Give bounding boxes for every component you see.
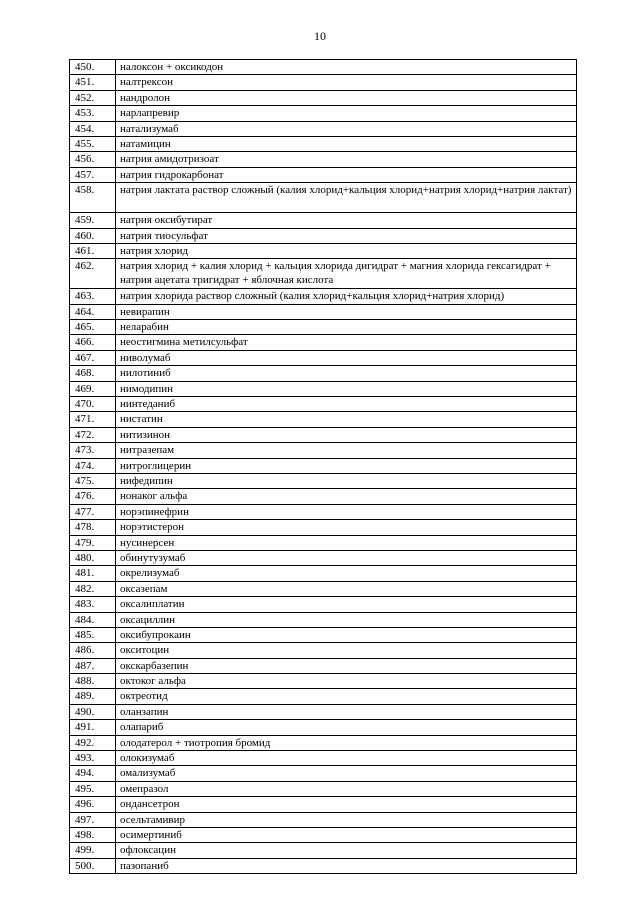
table-row — [70, 228, 577, 243]
drug-name: нитизинон — [116, 427, 577, 442]
drug-name: оксациллин — [116, 612, 577, 627]
table-row — [70, 152, 577, 167]
drug-name: окситоцин — [116, 643, 577, 658]
table-row — [70, 566, 577, 581]
row-number: 489. — [70, 689, 116, 704]
table-row — [70, 550, 577, 565]
table-row — [70, 581, 577, 596]
row-number: 457. — [70, 167, 116, 182]
row-number: 483. — [70, 597, 116, 612]
table-row — [70, 427, 577, 442]
row-number: 465. — [70, 320, 116, 335]
table-row — [70, 335, 577, 350]
table-row — [70, 689, 577, 704]
drug-name: натрия лактата раствор сложный (калия хлорид+кальция хлорид+натрия хлорид+натрия лактат) — [116, 183, 577, 213]
drug-name: натрия тиосульфат — [116, 228, 577, 243]
drug-list-table — [69, 59, 577, 874]
row-number: 498. — [70, 827, 116, 842]
drug-name: олокизумаб — [116, 751, 577, 766]
row-number: 478. — [70, 520, 116, 535]
row-number: 464. — [70, 304, 116, 319]
table-row — [70, 643, 577, 658]
table-row — [70, 597, 577, 612]
table-row — [70, 381, 577, 396]
drug-name: неостигмина метилсульфат — [116, 335, 577, 350]
row-number: 455. — [70, 136, 116, 151]
table-row — [70, 136, 577, 151]
row-number: 480. — [70, 550, 116, 565]
drug-name: пазопаниб — [116, 858, 577, 873]
drug-name: натализумаб — [116, 121, 577, 136]
table-row — [70, 243, 577, 258]
drug-name: обинутузумаб — [116, 550, 577, 565]
table-row — [70, 504, 577, 519]
table-row — [70, 735, 577, 750]
table-row — [70, 183, 577, 213]
table-row — [70, 704, 577, 719]
drug-name: омепразол — [116, 781, 577, 796]
drug-name: окрелизумаб — [116, 566, 577, 581]
table-row — [70, 812, 577, 827]
page-number: 10 — [314, 29, 326, 43]
row-number: 476. — [70, 489, 116, 504]
drug-name: нитроглицерин — [116, 458, 577, 473]
table-row — [70, 797, 577, 812]
row-number: 456. — [70, 152, 116, 167]
drug-name: норэпинефрин — [116, 504, 577, 519]
row-number: 491. — [70, 720, 116, 735]
table-row — [70, 106, 577, 121]
drug-name: оксалиплатин — [116, 597, 577, 612]
drug-name: ниволумаб — [116, 350, 577, 365]
row-number: 466. — [70, 335, 116, 350]
row-number: 499. — [70, 843, 116, 858]
row-number: 474. — [70, 458, 116, 473]
drug-name: олодатерол + тиотропия бромид — [116, 735, 577, 750]
table-row — [70, 843, 577, 858]
drug-list-body — [70, 60, 577, 874]
row-number: 460. — [70, 228, 116, 243]
drug-name: нусинерсен — [116, 535, 577, 550]
table-row — [70, 320, 577, 335]
row-number: 485. — [70, 627, 116, 642]
drug-name: оланзапин — [116, 704, 577, 719]
drug-name: натрия гидрокарбонат — [116, 167, 577, 182]
row-number: 484. — [70, 612, 116, 627]
drug-name: нифедипин — [116, 473, 577, 488]
table-row — [70, 350, 577, 365]
drug-name: налтрексон — [116, 75, 577, 90]
table-row — [70, 443, 577, 458]
row-number: 490. — [70, 704, 116, 719]
drug-name: осимертиниб — [116, 827, 577, 842]
row-number: 462. — [70, 259, 116, 289]
drug-name: нилотиниб — [116, 366, 577, 381]
table-row — [70, 473, 577, 488]
table-row — [70, 90, 577, 105]
row-number: 451. — [70, 75, 116, 90]
row-number: 468. — [70, 366, 116, 381]
drug-name: натрия амидотризоат — [116, 152, 577, 167]
row-number: 473. — [70, 443, 116, 458]
table-row — [70, 720, 577, 735]
row-number: 481. — [70, 566, 116, 581]
drug-name: натрия хлорид + калия хлорид + кальция хлорида дигидрат + магния хлорида гексагидрат + натрия ацетата тригидрат + яблочная кислота — [116, 259, 577, 289]
drug-name: осельтамивир — [116, 812, 577, 827]
drug-name: нитразепам — [116, 443, 577, 458]
drug-name: оксибупрокаин — [116, 627, 577, 642]
row-number: 495. — [70, 781, 116, 796]
drug-name: нистатин — [116, 412, 577, 427]
table-row — [70, 259, 577, 289]
row-number: 469. — [70, 381, 116, 396]
row-number: 459. — [70, 213, 116, 228]
table-row — [70, 489, 577, 504]
drug-name: натрия оксибутират — [116, 213, 577, 228]
table-row — [70, 751, 577, 766]
row-number: 475. — [70, 473, 116, 488]
table-row — [70, 858, 577, 873]
drug-name: омализумаб — [116, 766, 577, 781]
row-number: 493. — [70, 751, 116, 766]
row-number: 472. — [70, 427, 116, 442]
row-number: 452. — [70, 90, 116, 105]
row-number: 477. — [70, 504, 116, 519]
row-number: 467. — [70, 350, 116, 365]
row-number: 471. — [70, 412, 116, 427]
table-row — [70, 535, 577, 550]
drug-name: нандролон — [116, 90, 577, 105]
drug-name: оксазепам — [116, 581, 577, 596]
drug-name: норэтистерон — [116, 520, 577, 535]
drug-name: окскарбазепин — [116, 658, 577, 673]
row-number: 458. — [70, 183, 116, 213]
table-row — [70, 412, 577, 427]
drug-name: ондансетрон — [116, 797, 577, 812]
table-row — [70, 766, 577, 781]
row-number: 461. — [70, 243, 116, 258]
drug-name: невирапин — [116, 304, 577, 319]
row-number: 482. — [70, 581, 116, 596]
table-row — [70, 627, 577, 642]
row-number: 492. — [70, 735, 116, 750]
row-number: 496. — [70, 797, 116, 812]
row-number: 487. — [70, 658, 116, 673]
drug-name: натамицин — [116, 136, 577, 151]
drug-name: нонаког альфа — [116, 489, 577, 504]
row-number: 454. — [70, 121, 116, 136]
row-number: 470. — [70, 397, 116, 412]
table-row — [70, 781, 577, 796]
drug-name: октоког альфа — [116, 674, 577, 689]
table-row — [70, 60, 577, 75]
row-number: 450. — [70, 60, 116, 75]
table-row — [70, 658, 577, 673]
table-row — [70, 167, 577, 182]
drug-name: нарлапревир — [116, 106, 577, 121]
table-row — [70, 289, 577, 304]
table-row — [70, 612, 577, 627]
table-row — [70, 121, 577, 136]
row-number: 486. — [70, 643, 116, 658]
table-row — [70, 827, 577, 842]
row-number: 463. — [70, 289, 116, 304]
table-row — [70, 520, 577, 535]
table-row — [70, 213, 577, 228]
drug-name: офлоксацин — [116, 843, 577, 858]
drug-name: нинтеданиб — [116, 397, 577, 412]
row-number: 453. — [70, 106, 116, 121]
row-number: 494. — [70, 766, 116, 781]
drug-name: олапариб — [116, 720, 577, 735]
drug-name: неларабин — [116, 320, 577, 335]
table-row — [70, 458, 577, 473]
table-row — [70, 397, 577, 412]
drug-name: октреотид — [116, 689, 577, 704]
table-row — [70, 366, 577, 381]
row-number: 479. — [70, 535, 116, 550]
drug-name: нимодипин — [116, 381, 577, 396]
drug-name: натрия хлорида раствор сложный (калия хлорид+кальция хлорид+натрия хлорид) — [116, 289, 577, 304]
row-number: 497. — [70, 812, 116, 827]
row-number: 488. — [70, 674, 116, 689]
row-number: 500. — [70, 858, 116, 873]
drug-name: натрия хлорид — [116, 243, 577, 258]
table-row — [70, 75, 577, 90]
table-row — [70, 304, 577, 319]
table-row — [70, 674, 577, 689]
drug-name: налоксон + оксикодон — [116, 60, 577, 75]
